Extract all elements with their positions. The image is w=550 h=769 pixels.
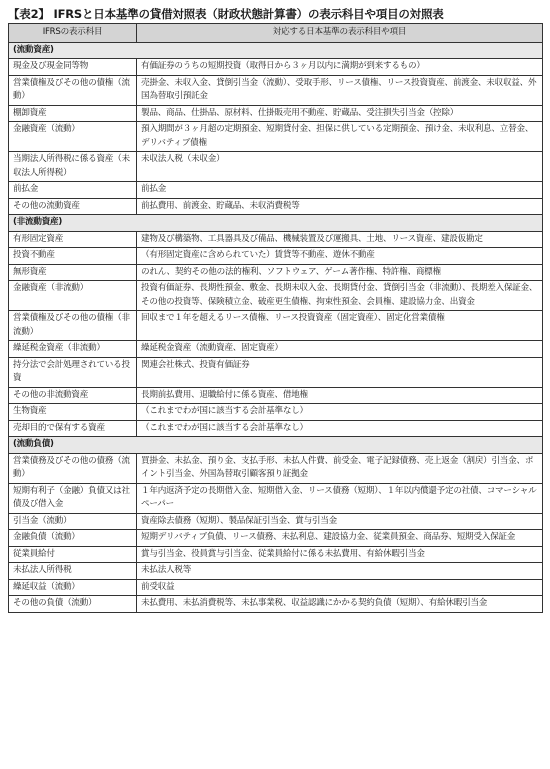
ifrs-item: 前払金 bbox=[9, 182, 137, 199]
table-row bbox=[9, 530, 543, 547]
ifrs-item: 当期法人所得税に係る資産（未収法人所得税） bbox=[9, 152, 137, 182]
jgaap-item: 買掛金、未払金、預り金、支払手形、未払人件費、前受金、電子記録債務、売上返金（割戻）引当金、ポイント引当金、外国為替取引顧客預り証拠金 bbox=[137, 453, 543, 483]
ifrs-item: 営業債務及びその他の債務（流動） bbox=[9, 453, 137, 483]
table-row bbox=[9, 182, 543, 199]
ifrs-item: 未払法人所得税 bbox=[9, 563, 137, 580]
ifrs-item: 無形資産 bbox=[9, 264, 137, 281]
jgaap-item: 売掛金、未収入金、貸倒引当金（流動）、受取手形、リース債権、リース投資資産、前渡金、未収収益、外国為替取引預託金 bbox=[137, 75, 543, 105]
table-row bbox=[9, 311, 543, 341]
ifrs-item: その他の非流動資産 bbox=[9, 387, 137, 404]
jgaap-item: １年内返済予定の長期借入金、短期借入金、リース債務（短期）、１年以内償還予定の社債、コマーシャルペーパー bbox=[137, 483, 543, 513]
jgaap-item: 長期前払費用、退職給付に係る資産、借地権 bbox=[137, 387, 543, 404]
section-row bbox=[9, 215, 543, 232]
table-row bbox=[9, 483, 543, 513]
jgaap-item: 繰延税金資産（流動資産、固定資産） bbox=[137, 341, 543, 358]
ifrs-item: その他の流動資産 bbox=[9, 198, 137, 215]
section-label: (流動資産) bbox=[9, 42, 543, 59]
jgaap-item: 預入期間が３ヶ月超の定期預金、短期貸付金、担保に供している定期預金、預け金、未収利息、立替金、デリバティブ債権 bbox=[137, 122, 543, 152]
jgaap-item: 製品、商品、仕掛品、原材料、仕掛販売用不動産、貯蔵品、受注損失引当金（控除） bbox=[137, 105, 543, 122]
table-row bbox=[9, 563, 543, 580]
table-row bbox=[9, 248, 543, 265]
table-row bbox=[9, 453, 543, 483]
table-row bbox=[9, 579, 543, 596]
ifrs-item: 金融資産（非流動） bbox=[9, 281, 137, 311]
comparison-table bbox=[8, 23, 543, 613]
jgaap-item: 投資有価証券、長期性預金、敷金、長期未収入金、長期貸付金、貸倒引当金（非流動）、長期差入保証金、その他の投資等、保険積立金、破産更生債権、拘束性預金、会員権、建設協力金、出資金 bbox=[137, 281, 543, 311]
jgaap-item: （有形固定資産に含められていた）賃貸等不動産、遊休不動産 bbox=[137, 248, 543, 265]
header-jgaap: 対応する日本基準の表示科目や項目 bbox=[137, 24, 543, 43]
jgaap-item: 未収法人税（未収金） bbox=[137, 152, 543, 182]
jgaap-item: 未払費用、未払消費税等、未払事業税、収益認識にかかる契約負債（短期）、有給休暇引当金 bbox=[137, 596, 543, 613]
ifrs-item: 生物資産 bbox=[9, 404, 137, 421]
jgaap-item: （これまでわが国に該当する会計基準なし） bbox=[137, 420, 543, 437]
header-ifrs: IFRSの表示科目 bbox=[9, 24, 137, 43]
section-label: (流動負債) bbox=[9, 437, 543, 454]
ifrs-item: 繰延収益（流動） bbox=[9, 579, 137, 596]
header-row bbox=[9, 24, 543, 43]
ifrs-item: 棚卸資産 bbox=[9, 105, 137, 122]
table-row bbox=[9, 357, 543, 387]
table-row bbox=[9, 513, 543, 530]
table-body bbox=[9, 42, 543, 612]
ifrs-item: 有形固定資産 bbox=[9, 231, 137, 248]
ifrs-item: 営業債権及びその他の債権（非流動） bbox=[9, 311, 137, 341]
jgaap-item: 建物及び構築物、工具器具及び備品、機械装置及び運搬具、土地、リース資産、建設仮勘定 bbox=[137, 231, 543, 248]
ifrs-item: 持分法で会計処理されている投資 bbox=[9, 357, 137, 387]
ifrs-item: 従業員給付 bbox=[9, 546, 137, 563]
jgaap-item: 有価証券のうちの短期投資（取得日から３ヶ月以内に満期が到来するもの） bbox=[137, 59, 543, 76]
jgaap-item: のれん、契約その他の法的権利、ソフトウェア、ゲーム著作権、特許権、商標権 bbox=[137, 264, 543, 281]
table-row bbox=[9, 122, 543, 152]
table-row bbox=[9, 281, 543, 311]
table-row bbox=[9, 152, 543, 182]
ifrs-item: 営業債権及びその他の債権（流動） bbox=[9, 75, 137, 105]
ifrs-item: 短期有利子（金融）負債又は社債及び借入金 bbox=[9, 483, 137, 513]
section-row bbox=[9, 42, 543, 59]
table-row bbox=[9, 420, 543, 437]
table-row bbox=[9, 105, 543, 122]
table-row bbox=[9, 59, 543, 76]
table-row bbox=[9, 546, 543, 563]
jgaap-item: 関連会社株式、投資有価証券 bbox=[137, 357, 543, 387]
table-row bbox=[9, 387, 543, 404]
jgaap-item: 未払法人税等 bbox=[137, 563, 543, 580]
section-label: (非流動資産) bbox=[9, 215, 543, 232]
jgaap-item: 前払費用、前渡金、貯蔵品、未収消費税等 bbox=[137, 198, 543, 215]
ifrs-item: 現金及び現金同等物 bbox=[9, 59, 137, 76]
ifrs-item: その他の負債（流動） bbox=[9, 596, 137, 613]
jgaap-item: 前受収益 bbox=[137, 579, 543, 596]
jgaap-item: 賞与引当金、役員賞与引当金、従業員給付に係る未払費用、有給休暇引当金 bbox=[137, 546, 543, 563]
table-row bbox=[9, 198, 543, 215]
jgaap-item: 前払金 bbox=[137, 182, 543, 199]
ifrs-item: 投資不動産 bbox=[9, 248, 137, 265]
table-row bbox=[9, 341, 543, 358]
table-row bbox=[9, 596, 543, 613]
jgaap-item: 短期デリバティブ負債、リース債務、未払利息、建設協力金、従業員預金、商品券、短期受入保証金 bbox=[137, 530, 543, 547]
ifrs-item: 金融負債（流動） bbox=[9, 530, 137, 547]
ifrs-item: 引当金（流動） bbox=[9, 513, 137, 530]
jgaap-item: 回収まで１年を超えるリース債権、リース投資資産（固定資産）、固定化営業債権 bbox=[137, 311, 543, 341]
table-row bbox=[9, 404, 543, 421]
table-row bbox=[9, 264, 543, 281]
table-title: 【表2】 IFRSと日本基準の貸借対照表（財政状態計算書）の表示科目や項目の対照表 bbox=[8, 7, 444, 21]
section-row bbox=[9, 437, 543, 454]
jgaap-item: 資産除去債務（短期）、製品保証引当金、賞与引当金 bbox=[137, 513, 543, 530]
table-row bbox=[9, 75, 543, 105]
table-row bbox=[9, 231, 543, 248]
jgaap-item: （これまでわが国に該当する会計基準なし） bbox=[137, 404, 543, 421]
ifrs-item: 金融資産（流動） bbox=[9, 122, 137, 152]
ifrs-item: 売却目的で保有する資産 bbox=[9, 420, 137, 437]
ifrs-item: 繰延税金資産（非流動） bbox=[9, 341, 137, 358]
